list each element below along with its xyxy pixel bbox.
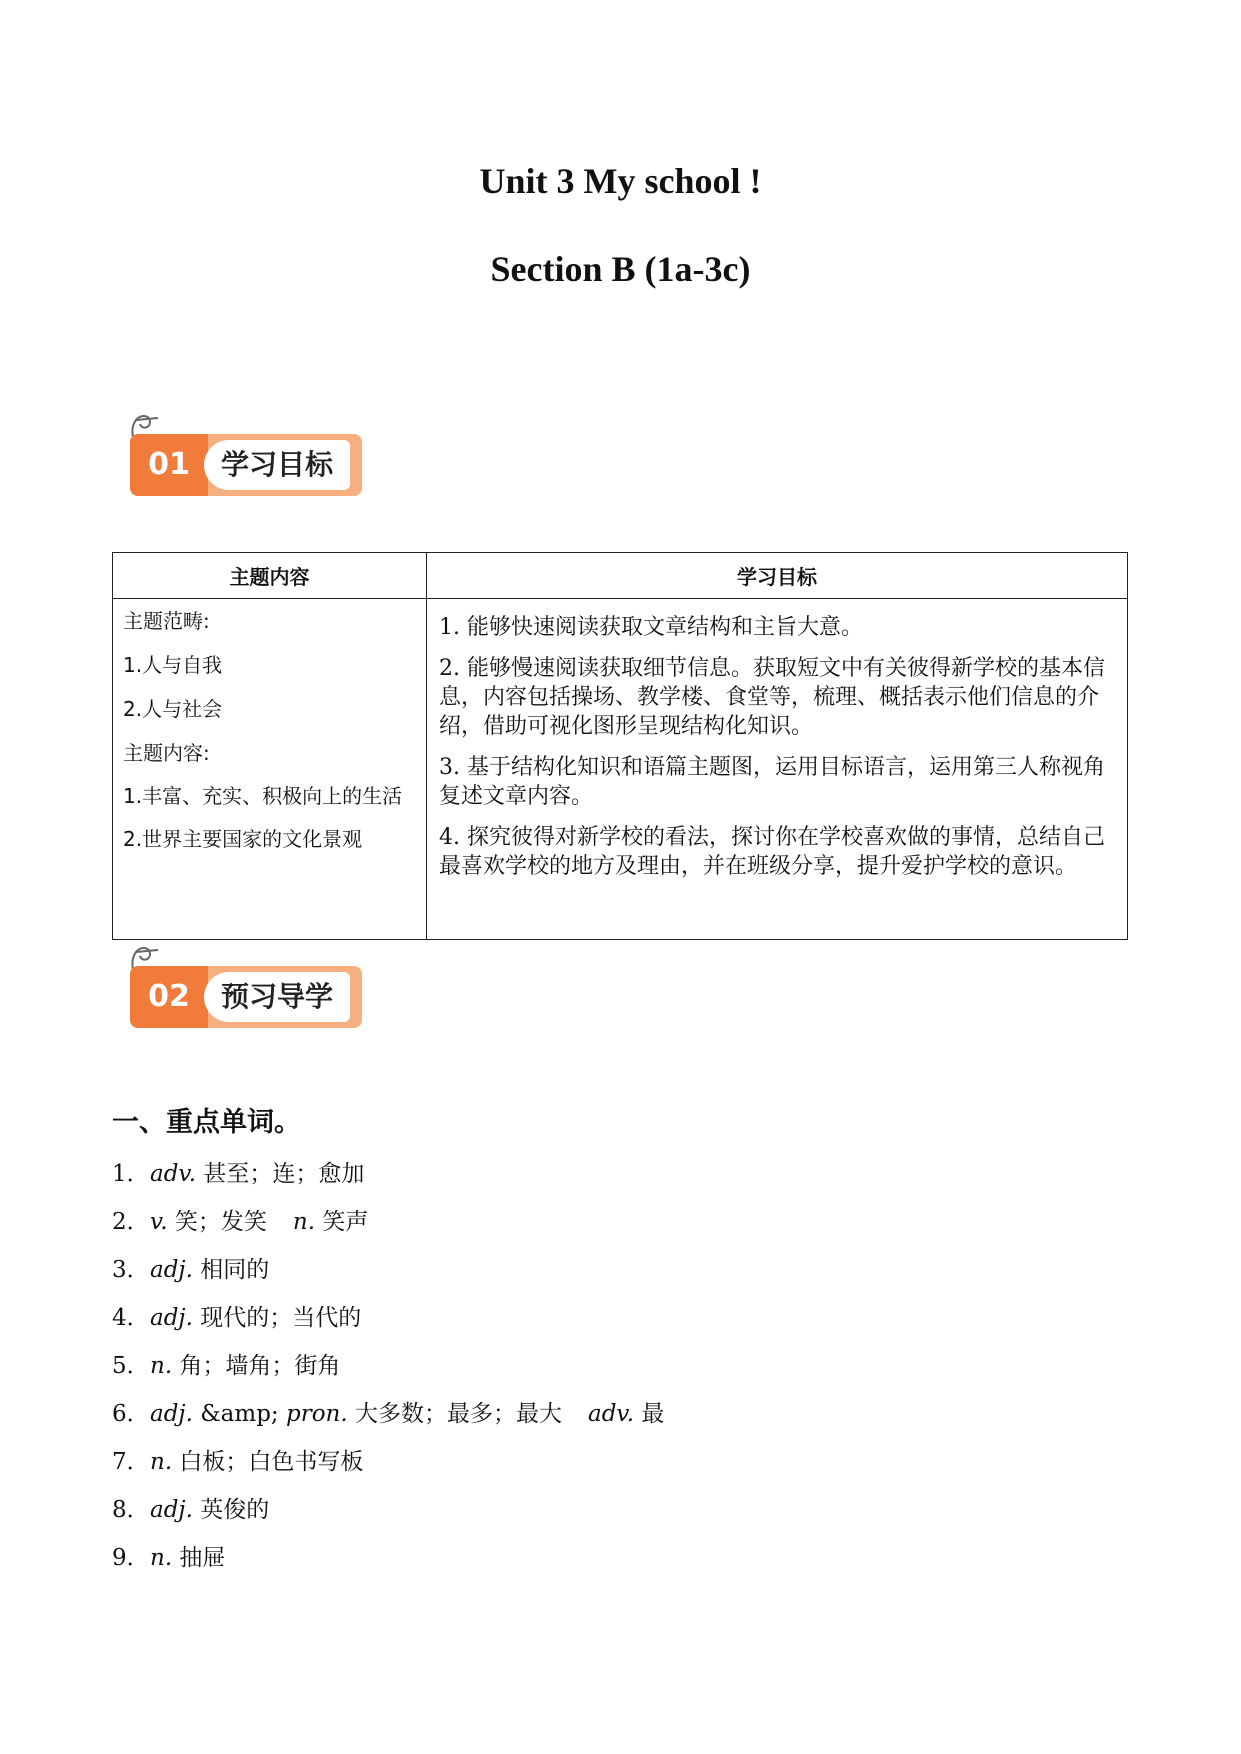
vocab-item — [112, 1496, 664, 1544]
vocab-meaning: 大多数；最多；最大 — [347, 1401, 562, 1427]
vocab-meaning: 白板；白色书写板 — [172, 1449, 364, 1475]
section-label: 学习目标 — [204, 440, 350, 490]
goal-item: 3. 基于结构化知识和语篇主题图，运用目标语言，运用第三人称视角复述文章内容。 — [439, 755, 1105, 809]
vocab-number: 8． — [112, 1497, 150, 1523]
vocab-item — [112, 1304, 664, 1352]
vocab-meaning: 现代的；当代的 — [192, 1305, 362, 1331]
vocab-item — [112, 1400, 664, 1448]
topic-line: 1.丰富、充实、积极向上的生活 — [123, 784, 403, 808]
vocab-number: 6． — [112, 1401, 150, 1427]
vocab-meaning: 甚至；连；愈加 — [196, 1161, 365, 1187]
part-of-speech: n. — [292, 1209, 316, 1235]
part-of-speech: n. — [150, 1545, 173, 1571]
goals-cell — [427, 599, 1128, 940]
part-of-speech: adj. — [150, 1305, 193, 1331]
vocab-item — [112, 1208, 664, 1256]
section-banner-preview — [128, 942, 364, 1034]
table-row — [113, 599, 1128, 940]
vocab-item — [112, 1352, 664, 1400]
vocab-list — [112, 1160, 664, 1592]
section-number: 02 — [130, 966, 208, 1028]
part-of-speech: n. — [150, 1353, 173, 1379]
unit-title: Unit 3 My school ! — [479, 161, 762, 201]
part-of-speech: n. — [150, 1449, 173, 1475]
part-of-speech: pron. — [285, 1401, 348, 1427]
part-of-speech: adv. — [150, 1161, 197, 1187]
vocab-number: 1． — [112, 1161, 150, 1187]
vocab-item — [112, 1256, 664, 1304]
part-of-speech: adv. — [588, 1401, 635, 1427]
vocab-meaning: 抽屉 — [172, 1545, 226, 1571]
goal-item: 1. 能够快速阅读获取文章结构和主旨大意。 — [439, 615, 863, 640]
part-of-speech: adj. — [150, 1401, 193, 1427]
part-of-speech: v. — [150, 1209, 168, 1235]
vocab-item — [112, 1160, 664, 1208]
vocab-heading: 一、重点单词。 — [112, 1107, 301, 1138]
topic-cell — [113, 599, 427, 940]
goal-item: 4. 探究彼得对新学校的看法，探讨你在学校喜欢做的事情，总结自己最喜欢学校的地方及理由，并在班级分享，提升爱护学校的意识。 — [439, 825, 1105, 879]
topic-line: 1.人与自我 — [123, 653, 223, 677]
vocab-number: 7． — [112, 1449, 150, 1475]
goal-item: 2. 能够慢速阅读获取细节信息。获取短文中有关彼得新学校的基本信息，内容包括操场、教学楼、食堂等，梳理、概括表示他们信息的介绍，借助可视化图形呈现结构化知识。 — [439, 656, 1105, 739]
topic-line: 2.世界主要国家的文化景观 — [123, 827, 363, 851]
part-of-speech: adj. — [150, 1257, 193, 1283]
vocab-meaning: 笑声 — [315, 1209, 369, 1235]
vocab-meaning: 最 — [634, 1401, 665, 1427]
vocab-meaning: &amp; — [192, 1401, 286, 1427]
vocab-meaning: 笑；发笑 — [167, 1209, 267, 1235]
section-banner-objectives — [128, 410, 364, 502]
vocab-number: 2． — [112, 1209, 150, 1235]
table-header-row — [113, 553, 1128, 599]
topic-line: 主题内容: — [123, 741, 210, 765]
vocab-meaning: 英俊的 — [192, 1497, 270, 1523]
part-of-speech: adj. — [150, 1497, 193, 1523]
section-label: 预习导学 — [204, 972, 350, 1022]
vocab-meaning: 角；墙角；街角 — [172, 1353, 341, 1379]
section-number: 01 — [130, 434, 208, 496]
section-subtitle: Section B (1a-3c) — [490, 249, 751, 289]
table-header-goals: 学习目标 — [427, 553, 1128, 599]
vocab-number: 9． — [112, 1545, 150, 1571]
vocab-number: 4． — [112, 1305, 150, 1331]
objectives-table — [112, 552, 1128, 940]
topic-line: 主题范畴: — [123, 609, 210, 633]
topic-line: 2.人与社会 — [123, 697, 223, 721]
vocab-number: 3． — [112, 1257, 150, 1283]
vocab-meaning: 相同的 — [192, 1257, 270, 1283]
vocab-number: 5． — [112, 1353, 150, 1379]
table-header-topic: 主题内容 — [113, 553, 427, 599]
vocab-item — [112, 1544, 664, 1592]
vocab-item — [112, 1448, 664, 1496]
